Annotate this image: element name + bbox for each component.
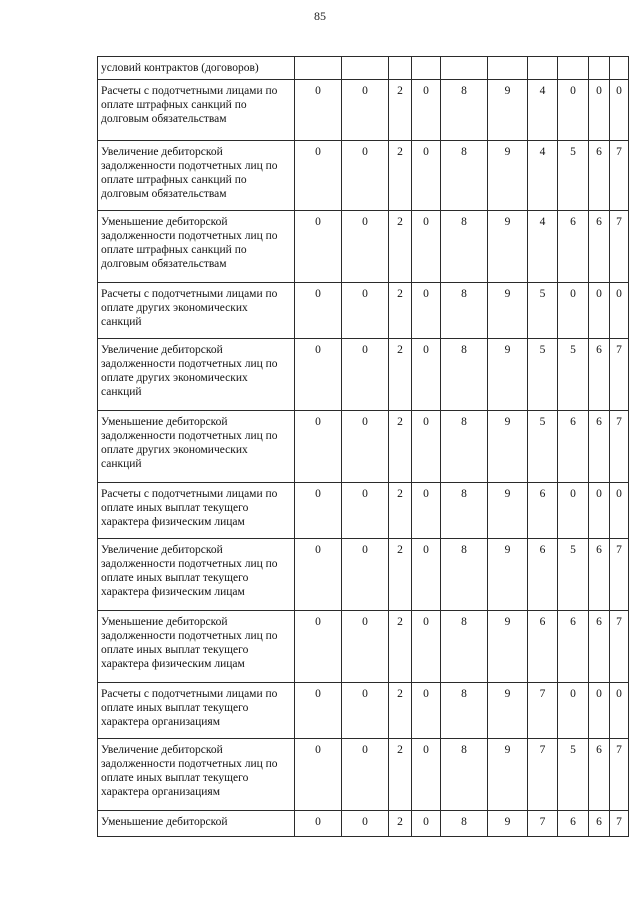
code-digit-5: 8 [441,339,488,411]
code-digit-10: 7 [610,611,629,683]
code-digit-1: 0 [295,411,342,483]
table-row [98,141,629,211]
code-digit-1: 0 [295,283,342,339]
row-description: Увеличение дебиторской задолженности подотчетных лиц по оплате иных выплат текущего характера физическим лицам [98,539,295,611]
code-digit-7: 4 [528,211,558,283]
code-digit-7: 5 [528,339,558,411]
table-row [98,283,629,339]
code-digit-4: 0 [412,611,441,683]
row-description: Расчеты с подотчетными лицами по оплате штрафных санкций по долговым обязательствам [98,80,295,141]
code-digit-1: 0 [295,339,342,411]
code-digit-5: 8 [441,411,488,483]
code-digit-10: 0 [610,283,629,339]
row-description: условий контрактов (договоров) [98,57,295,80]
code-digit-4: 0 [412,411,441,483]
page-number: 85 [314,9,326,23]
code-digit-7: 7 [528,811,558,837]
table-row [98,539,629,611]
code-digit-2: 0 [342,80,389,141]
code-digit-10 [610,57,629,80]
code-digit-2: 0 [342,683,389,739]
row-description: Увеличение дебиторской задолженности подотчетных лиц по оплате других экономических санкций [98,339,295,411]
code-digit-3: 2 [389,811,412,837]
code-digit-9: 0 [589,683,610,739]
code-digit-3 [389,57,412,80]
table-row [98,739,629,811]
code-digit-2: 0 [342,483,389,539]
code-digit-5: 8 [441,283,488,339]
code-digit-3: 2 [389,611,412,683]
code-digit-8 [558,57,589,80]
row-description: Расчеты с подотчетными лицами по оплате иных выплат текущего характера организациям [98,683,295,739]
code-digit-2: 0 [342,611,389,683]
code-digit-4: 0 [412,739,441,811]
code-digit-1: 0 [295,611,342,683]
code-digit-4: 0 [412,339,441,411]
code-digit-4: 0 [412,80,441,141]
code-digit-6: 9 [488,283,528,339]
code-digit-7: 6 [528,483,558,539]
code-digit-7: 5 [528,283,558,339]
code-digit-10: 0 [610,483,629,539]
code-digit-2: 0 [342,211,389,283]
table-row [98,339,629,411]
code-digit-5: 8 [441,211,488,283]
code-digit-6: 9 [488,339,528,411]
code-digit-4: 0 [412,283,441,339]
table-row [98,811,629,837]
row-description: Уменьшение дебиторской [98,811,295,837]
code-digit-7 [528,57,558,80]
code-digit-3: 2 [389,80,412,141]
code-digit-2: 0 [342,739,389,811]
code-digit-4: 0 [412,539,441,611]
code-digit-2 [342,57,389,80]
code-digit-7: 7 [528,683,558,739]
code-digit-10: 7 [610,141,629,211]
code-digit-6: 9 [488,739,528,811]
accounts-table [97,56,629,837]
code-digit-7: 6 [528,539,558,611]
code-digit-9: 6 [589,339,610,411]
code-digit-3: 2 [389,141,412,211]
code-digit-9: 6 [589,811,610,837]
code-digit-5: 8 [441,80,488,141]
code-digit-9: 6 [589,211,610,283]
code-digit-5 [441,57,488,80]
code-digit-5: 8 [441,611,488,683]
code-digit-4: 0 [412,811,441,837]
code-digit-3: 2 [389,483,412,539]
code-digit-8: 6 [558,411,589,483]
code-digit-7: 4 [528,80,558,141]
row-description: Уменьшение дебиторской задолженности подотчетных лиц по оплате штрафных санкций по долговым обязательствам [98,211,295,283]
code-digit-4: 0 [412,141,441,211]
accounts-table-body [98,57,629,837]
code-digit-2: 0 [342,339,389,411]
code-digit-7: 5 [528,411,558,483]
code-digit-8: 0 [558,683,589,739]
code-digit-8: 0 [558,283,589,339]
table-row [98,411,629,483]
code-digit-3: 2 [389,739,412,811]
code-digit-8: 6 [558,211,589,283]
code-digit-7: 4 [528,141,558,211]
code-digit-7: 6 [528,611,558,683]
code-digit-6: 9 [488,411,528,483]
code-digit-10: 0 [610,683,629,739]
code-digit-3: 2 [389,539,412,611]
code-digit-6: 9 [488,80,528,141]
code-digit-1: 0 [295,211,342,283]
code-digit-1: 0 [295,739,342,811]
code-digit-10: 7 [610,411,629,483]
code-digit-2: 0 [342,811,389,837]
code-digit-9: 6 [589,411,610,483]
code-digit-8: 5 [558,539,589,611]
code-digit-5: 8 [441,739,488,811]
code-digit-6: 9 [488,483,528,539]
table-row [98,683,629,739]
code-digit-8: 5 [558,739,589,811]
code-digit-10: 0 [610,80,629,141]
code-digit-10: 7 [610,211,629,283]
code-digit-10: 7 [610,739,629,811]
code-digit-8: 6 [558,611,589,683]
code-digit-2: 0 [342,283,389,339]
code-digit-4 [412,57,441,80]
code-digit-6: 9 [488,211,528,283]
table-row [98,483,629,539]
code-digit-9: 0 [589,283,610,339]
code-digit-5: 8 [441,539,488,611]
code-digit-1: 0 [295,483,342,539]
code-digit-5: 8 [441,483,488,539]
code-digit-8: 5 [558,339,589,411]
code-digit-10: 7 [610,811,629,837]
code-digit-1: 0 [295,811,342,837]
code-digit-1: 0 [295,80,342,141]
code-digit-5: 8 [441,141,488,211]
code-digit-8: 0 [558,80,589,141]
code-digit-6: 9 [488,539,528,611]
code-digit-3: 2 [389,411,412,483]
code-digit-2: 0 [342,141,389,211]
table-row [98,211,629,283]
code-digit-1: 0 [295,141,342,211]
code-digit-10: 7 [610,339,629,411]
row-description: Расчеты с подотчетными лицами по оплате иных выплат текущего характера физическим лицам [98,483,295,539]
code-digit-9: 6 [589,739,610,811]
code-digit-3: 2 [389,283,412,339]
code-digit-1: 0 [295,539,342,611]
code-digit-9: 0 [589,80,610,141]
table-row [98,57,629,80]
code-digit-4: 0 [412,683,441,739]
row-description: Увеличение дебиторской задолженности подотчетных лиц по оплате иных выплат текущего характера организациям [98,739,295,811]
code-digit-3: 2 [389,339,412,411]
code-digit-1 [295,57,342,80]
code-digit-6: 9 [488,683,528,739]
code-digit-3: 2 [389,683,412,739]
code-digit-9: 6 [589,539,610,611]
code-digit-9: 6 [589,611,610,683]
row-description: Увеличение дебиторской задолженности подотчетных лиц по оплате штрафных санкций по долговым обязательствам [98,141,295,211]
code-digit-9: 0 [589,483,610,539]
code-digit-7: 7 [528,739,558,811]
code-digit-5: 8 [441,811,488,837]
table-row [98,80,629,141]
code-digit-4: 0 [412,483,441,539]
code-digit-4: 0 [412,211,441,283]
code-digit-3: 2 [389,211,412,283]
row-description: Уменьшение дебиторской задолженности подотчетных лиц по оплате иных выплат текущего характера физическим лицам [98,611,295,683]
code-digit-8: 0 [558,483,589,539]
code-digit-6: 9 [488,611,528,683]
code-digit-10: 7 [610,539,629,611]
code-digit-2: 0 [342,411,389,483]
code-digit-9 [589,57,610,80]
code-digit-6: 9 [488,811,528,837]
code-digit-9: 6 [589,141,610,211]
code-digit-8: 5 [558,141,589,211]
code-digit-6 [488,57,528,80]
row-description: Уменьшение дебиторской задолженности подотчетных лиц по оплате других экономических санкций [98,411,295,483]
code-digit-8: 6 [558,811,589,837]
code-digit-5: 8 [441,683,488,739]
table-row [98,611,629,683]
code-digit-6: 9 [488,141,528,211]
row-description: Расчеты с подотчетными лицами по оплате других экономических санкций [98,283,295,339]
code-digit-2: 0 [342,539,389,611]
code-digit-1: 0 [295,683,342,739]
